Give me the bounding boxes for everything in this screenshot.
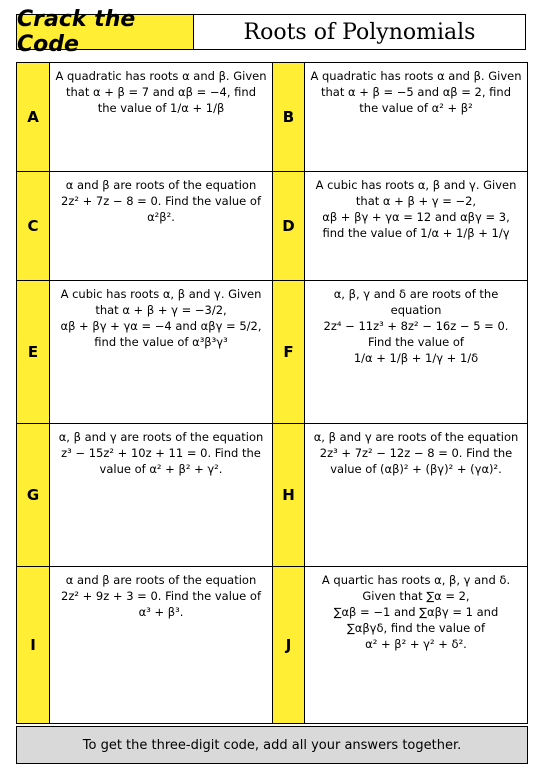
question-line: α and β are roots of the equation xyxy=(65,573,257,587)
question-line: α, β and γ are roots of the equation xyxy=(313,430,519,444)
question-line: Given that ∑α = 2, xyxy=(362,589,470,603)
questions-grid xyxy=(16,62,528,724)
question-line: α²β². xyxy=(147,210,175,224)
question-letter-g: G xyxy=(17,424,50,566)
question-line: that α + β + γ = −2, xyxy=(355,194,477,208)
question-letter-c: C xyxy=(17,172,50,280)
question-a-text xyxy=(50,63,272,171)
question-c-text xyxy=(50,172,272,280)
question-line: 2z³ + 7z² − 12z − 8 = 0. Find the xyxy=(319,446,513,460)
question-letter-d: D xyxy=(272,172,305,280)
question-row xyxy=(17,281,527,424)
question-line: the value of α² + β² xyxy=(359,101,473,115)
question-letter-b: B xyxy=(272,63,305,171)
question-line: value of (αβ)² + (βγ)² + (γα)². xyxy=(330,462,502,476)
question-line: 1/α + 1/β + 1/γ + 1/δ xyxy=(353,351,479,365)
question-letter-h: H xyxy=(272,424,305,566)
question-f-text xyxy=(305,281,527,423)
question-d-text xyxy=(305,172,527,280)
question-b-text xyxy=(305,63,527,171)
question-line: α, β, γ and δ are roots of the xyxy=(333,287,499,301)
question-line: ∑αβ = −1 and ∑αβγ = 1 and xyxy=(333,605,499,619)
question-letter-e: E xyxy=(17,281,50,423)
question-line: α, β and γ are roots of the equation xyxy=(58,430,264,444)
question-line: that α + β = −5 and αβ = 2, find xyxy=(320,85,512,99)
instructions-footer: To get the three-digit code, add all your answers together. xyxy=(16,726,528,764)
worksheet-header xyxy=(16,7,526,57)
question-line: find the value of α³β³γ³ xyxy=(94,335,228,349)
question-e-text xyxy=(50,281,272,423)
question-line: value of α² + β² + γ². xyxy=(99,462,223,476)
question-g-text xyxy=(50,424,272,566)
question-row xyxy=(17,424,527,567)
question-line: 2z² + 9z + 3 = 0. Find the value of xyxy=(61,589,261,603)
question-h-text xyxy=(305,424,527,566)
question-line: ∑αβγδ, find the value of xyxy=(347,621,485,635)
header-title-right: Roots of Polynomials xyxy=(243,19,476,45)
question-line: αβ + βγ + γα = −4 and αβγ = 5/2, xyxy=(60,319,262,333)
question-line: 2z⁴ − 11z³ + 8z² − 16z − 5 = 0. xyxy=(323,319,509,333)
question-row xyxy=(17,567,527,723)
question-line: equation xyxy=(390,303,442,317)
question-letter-a: A xyxy=(17,63,50,171)
question-line: the value of 1/α + 1/β xyxy=(97,101,225,115)
question-row xyxy=(17,172,527,281)
question-line: Find the value of xyxy=(368,335,464,349)
question-line: 2z² + 7z − 8 = 0. Find the value of xyxy=(61,194,261,208)
question-letter-j: J xyxy=(272,567,305,723)
question-line: A quadratic has roots α and β. Given xyxy=(310,69,522,83)
question-letter-i: I xyxy=(17,567,50,723)
question-line: A cubic has roots α, β and γ. Given xyxy=(315,178,517,192)
question-line: that α + β + γ = −3/2, xyxy=(95,303,227,317)
question-line: z³ − 15z² + 10z + 11 = 0. Find the xyxy=(61,446,261,460)
question-i-text xyxy=(50,567,272,723)
question-line: α³ + β³. xyxy=(138,605,184,619)
header-title-left: Crack the Code xyxy=(17,15,194,49)
question-line: α and β are roots of the equation xyxy=(65,178,257,192)
question-line: that α + β = 7 and αβ = −4, find xyxy=(65,85,257,99)
question-j-text xyxy=(305,567,527,723)
question-line: α² + β² + γ² + δ². xyxy=(365,637,467,651)
question-letter-f: F xyxy=(272,281,305,423)
question-line: αβ + βγ + γα = 12 and αβγ = 3, xyxy=(322,210,510,224)
question-line: A quartic has roots α, β, γ and δ. xyxy=(321,573,511,587)
question-row xyxy=(17,63,527,172)
question-line: find the value of 1/α + 1/β + 1/γ xyxy=(322,226,510,240)
question-line: A quadratic has roots α and β. Given xyxy=(55,69,267,83)
question-line: A cubic has roots α, β and γ. Given xyxy=(60,287,262,301)
